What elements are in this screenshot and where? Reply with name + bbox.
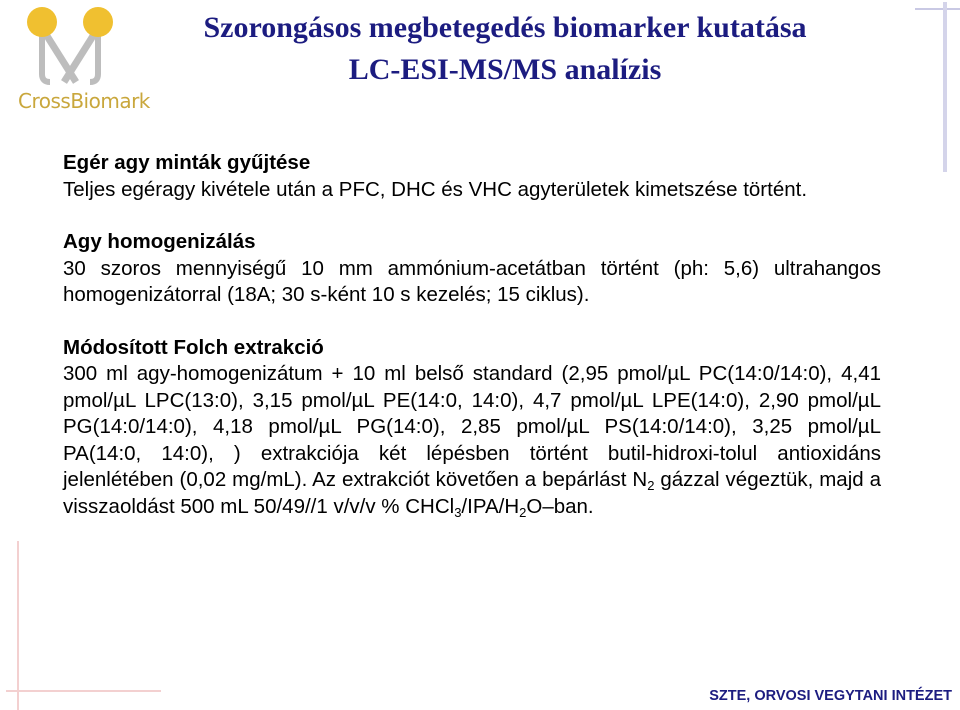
decorative-line-bottom (6, 690, 161, 692)
section-heading: Egér agy minták gyűjtése (63, 151, 311, 174)
title-line-2: LC-ESI-MS/MS analízis (348, 53, 662, 86)
title-line-1: Szorongásos megbetegedés biomarker kutatása (203, 11, 807, 44)
section-homogenization (63, 229, 881, 309)
subscript: 3 (454, 504, 462, 520)
text-run: 300 ml agy-homogenizátum + 10 ml belső standard (2,95 pmol/µL PC(14:0/14:0), 4,41 pmol/µL LPC(13:0), 3,15 pmol/µL PE(14:0, 14:0), 4,7 pmol/µL LPE(14:0), 2,90 pmol/µL PG(14:0/14:0), 4,18 pmol/µL PG(14:0), 2,85 pmol/µL PS(14:0/14:0), 3,25 pmol/µL PA(14:0, 14:0), ) extrakciója két lépésben történt butil-hidroxi-tolul antioxidáns jelenlétében (0,02 mg/mL). Az extrakciót követően a bepárlást N (63, 362, 881, 491)
text-run: gázzal végeztük, majd a visszaoldást 500 mL 50/49//1 v/v/v % CHCl (63, 468, 881, 518)
section-text: 30 szoros mennyiségű 10 mm ammónium-acetátban történt (ph: 5,6) ultrahangos homogenizátorral (18A; 30 s-ként 10 s kezelés; 15 ciklus). (63, 256, 881, 306)
text-run: O–ban. (526, 494, 594, 518)
decorative-line-right (943, 2, 947, 172)
crossbiomark-logo (12, 4, 150, 113)
section-heading: Agy homogenizálás (63, 230, 256, 253)
page-title (140, 7, 870, 91)
decorative-line-top (915, 8, 960, 10)
decorative-line-left (17, 541, 19, 710)
slide-body (63, 150, 881, 546)
section-heading: Módosított Folch extrakció (63, 335, 324, 359)
section-text: Teljes egéragy kivétele után a PFC, DHC és VHC agyterületek kimetszése történt. (63, 177, 808, 201)
logo-mark-icon (12, 4, 142, 94)
footer-institute: SZTE, ORVOSI VEGYTANI INTÉZET (709, 688, 952, 704)
section-folch-extraction (63, 335, 881, 521)
logo-text: CrossBiomark (18, 89, 150, 113)
section-text (63, 361, 881, 520)
subscript: 2 (647, 478, 655, 493)
section-sample-collection (63, 150, 881, 203)
text-run: /IPA/H (461, 494, 520, 518)
subscript: 2 (519, 504, 527, 520)
